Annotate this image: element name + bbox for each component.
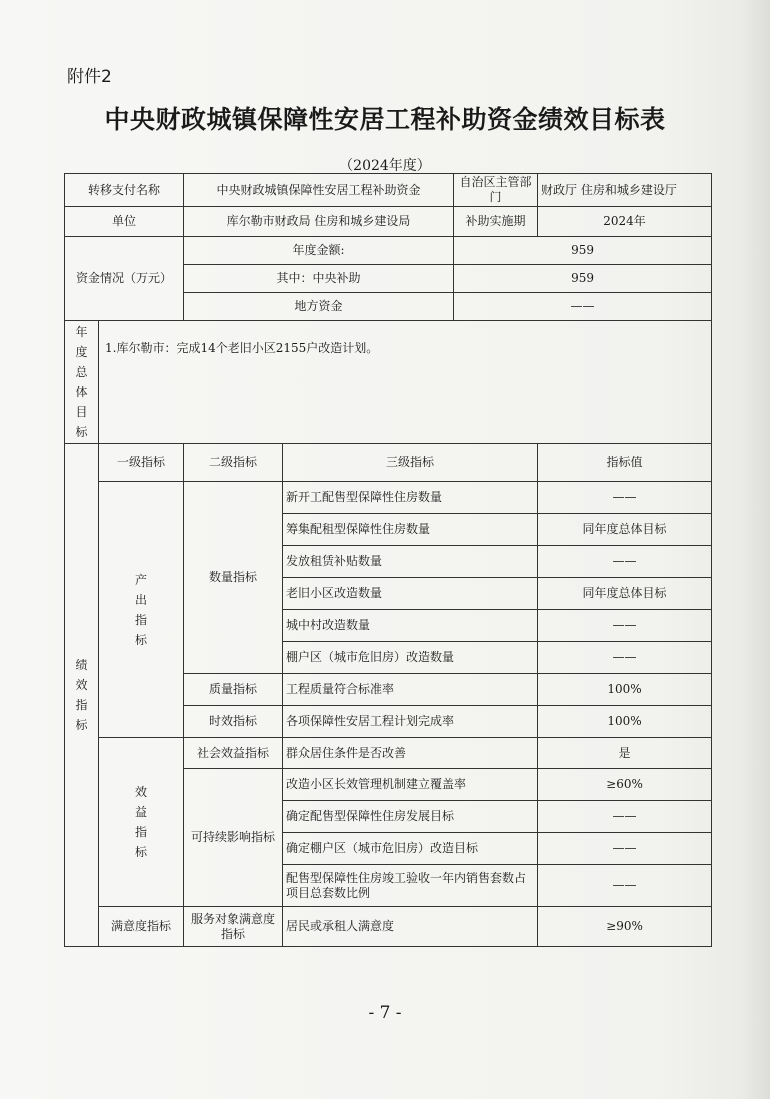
indicator-name: 确定棚户区（城市危旧房）改造目标: [283, 833, 538, 865]
period-value: 2024年: [538, 207, 712, 237]
dept-label: 自治区主管部门: [454, 174, 538, 207]
local-funds-value: ——: [454, 293, 712, 321]
header-level3: 三级指标: [283, 444, 538, 482]
indicator-name: 工程质量符合标准率: [283, 674, 538, 706]
indicator-value: 是: [538, 738, 712, 769]
table-row: [65, 237, 712, 265]
indicator-value: 同年度总体目标: [538, 514, 712, 546]
transfer-name-value: 中央财政城镇保障性安居工程补助资金: [184, 174, 454, 207]
indicator-value: ——: [538, 642, 712, 674]
indicator-value: 同年度总体目标: [538, 578, 712, 610]
indicator-value: ≥60%: [538, 769, 712, 801]
table-row: [65, 738, 712, 769]
indicator-value: ——: [538, 833, 712, 865]
benefit-indicator-label: 效 益 指 标: [99, 738, 184, 907]
service-satisfaction-label: 服务对象满意度指标: [184, 907, 283, 947]
unit-value: 库尔勒市财政局 住房和城乡建设局: [184, 207, 454, 237]
unit-label: 单位: [65, 207, 184, 237]
table-row: [65, 482, 712, 514]
header-level1: 一级指标: [99, 444, 184, 482]
annual-goal-text: 1.库尔勒市：完成14个老旧小区2155户改造计划。: [99, 321, 712, 444]
performance-indicator-label: 绩 效 指 标: [65, 444, 99, 947]
indicator-value: ——: [538, 610, 712, 642]
document-title: 中央财政城镇保障性安居工程补助资金绩效目标表: [104, 105, 666, 134]
indicator-value: ≥90%: [538, 907, 712, 947]
indicator-value: 100%: [538, 674, 712, 706]
timely-indicator-label: 时效指标: [184, 706, 283, 738]
transfer-name-label: 转移支付名称: [65, 174, 184, 207]
table-row: [65, 321, 712, 444]
indicator-name: 居民或承租人满意度: [283, 907, 538, 947]
social-benefit-label: 社会效益指标: [184, 738, 283, 769]
performance-target-table: [64, 173, 712, 947]
indicator-name: 各项保障性安居工程计划完成率: [283, 706, 538, 738]
attachment-label: 附件2: [67, 67, 112, 87]
indicator-name: 棚户区（城市危旧房）改造数量: [283, 642, 538, 674]
quality-indicator-label: 质量指标: [184, 674, 283, 706]
indicator-value: ——: [538, 865, 712, 907]
central-subsidy-value: 959: [454, 265, 712, 293]
page-number: - 7 -: [368, 1003, 402, 1023]
indicator-name: 确定配售型保障性住房发展目标: [283, 801, 538, 833]
year-label: （2024年度）: [339, 158, 431, 174]
annual-goal-label: 年 度 总 体 目 标: [65, 321, 99, 444]
table-row: [65, 174, 712, 207]
table-row: [65, 207, 712, 237]
quantity-indicator-label: 数量指标: [184, 482, 283, 674]
indicator-name: 筹集配租型保障性住房数量: [283, 514, 538, 546]
indicator-value: ——: [538, 482, 712, 514]
indicator-name: 改造小区长效管理机制建立覆盖率: [283, 769, 538, 801]
indicator-value: ——: [538, 801, 712, 833]
output-indicator-label: 产 出 指 标: [99, 482, 184, 738]
indicator-value: 100%: [538, 706, 712, 738]
header-level2: 二级指标: [184, 444, 283, 482]
satisfaction-indicator-label: 满意度指标: [99, 907, 184, 947]
central-subsidy-label: 其中：中央补助: [184, 265, 454, 293]
local-funds-label: 地方资金: [184, 293, 454, 321]
indicator-name: 配售型保障性住房竣工验收一年内销售套数占项目总套数比例: [283, 865, 538, 907]
indicator-name: 城中村改造数量: [283, 610, 538, 642]
sustainable-impact-label: 可持续影响指标: [184, 769, 283, 907]
indicator-value: ——: [538, 546, 712, 578]
table-row: [65, 907, 712, 947]
period-label: 补助实施期: [454, 207, 538, 237]
funds-label: 资金情况（万元）: [65, 237, 184, 321]
header-value: 指标值: [538, 444, 712, 482]
indicator-name: 群众居住条件是否改善: [283, 738, 538, 769]
table-row: [65, 444, 712, 482]
indicator-name: 新开工配售型保障性住房数量: [283, 482, 538, 514]
annual-amount-label: 年度金额:: [184, 237, 454, 265]
annual-amount-value: 959: [454, 237, 712, 265]
indicator-name: 发放租赁补贴数量: [283, 546, 538, 578]
indicator-name: 老旧小区改造数量: [283, 578, 538, 610]
dept-value: 财政厅 住房和城乡建设厅: [538, 174, 712, 207]
